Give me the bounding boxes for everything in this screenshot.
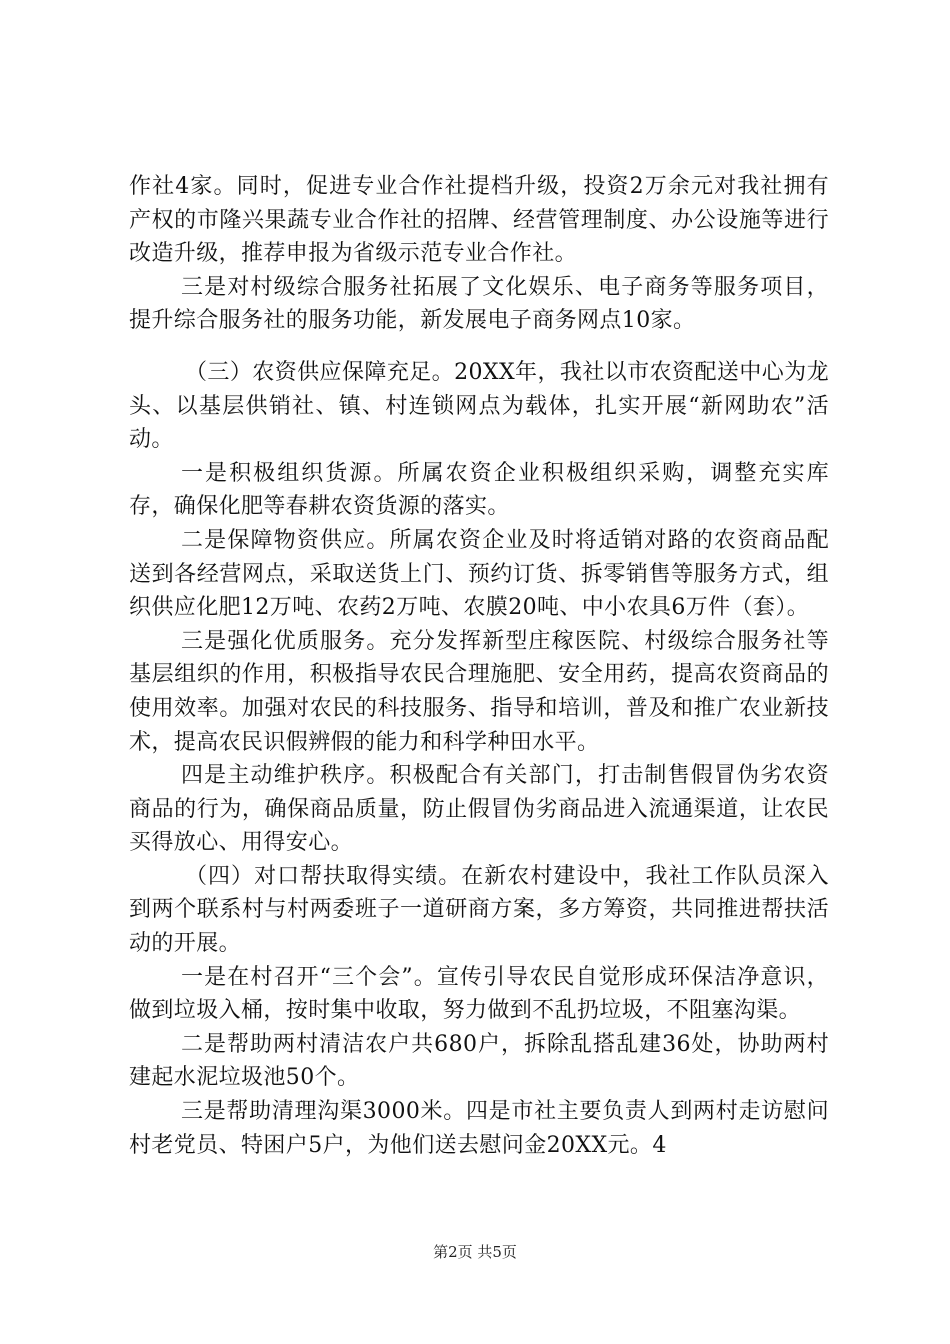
paragraph-supply: 二是保障物资供应。所属农资企业及时将适销对路的农资商品配送到各经营网点，采取送货上门、预约订货、拆零销售等服务方式，组织供应化肥12万吨、农药2万吨、农膜20吨、中小农具6万件（套）。 [129,527,829,621]
paragraph-cleaning: 二是帮助两村清洁农户共680户，拆除乱搭乱建36处，协助两村建起水泥垃圾池50个。 [129,1031,829,1091]
paragraph-meetings: 一是在村召开“三个会”。宣传引导农民自觉形成环保洁净意识，做到垃圾入桶，按时集中收取，努力做到不乱扔垃圾，不阻塞沟渠。 [129,964,829,1024]
paragraph-sourcing: 一是积极组织货源。所属农资企业积极组织采购，调整充实库存，确保化肥等春耕农资货源的落实。 [129,460,829,520]
page-footer: 第2页 共5页 [433,1243,517,1261]
paragraph-ditches: 三是帮助清理沟渠3000米。四是市社主要负责人到两村走访慰问村老党员、特困户5户，为他们送去慰问金20XX元。4 [129,1099,829,1158]
paragraph-service-station: 三是对村级综合服务社拓展了文化娱乐、电子商务等服务项目，提升综合服务社的服务功能，新发展电子商务网点10家。 [129,274,829,334]
document-body [129,170,829,1162]
paragraph-continuation: 作社4家。同时，促进专业合作社提档升级，投资2万余元对我社拥有产权的市隆兴果蔬专业合作社的招牌、经营管理制度、办公设施等进行改造升级，推荐申报为省级示范专业合作社。 [129,174,829,267]
paragraph-order: 四是主动维护秩序。积极配合有关部门，打击制售假冒伪劣农资商品的行为，确保商品质量，防止假冒伪劣商品进入流通渠道，让农民买得放心、用得安心。 [129,763,829,856]
section-heading-assistance: （四）对口帮扶取得实绩。在新农村建设中，我社工作队员深入到两个联系村与村两委班子一道研商方案，多方筹资，共同推进帮扶活动的开展。 [129,863,829,957]
paragraph-service: 三是强化优质服务。充分发挥新型庄稼医院、村级综合服务社等基层组织的作用，积极指导农民合理施肥、安全用药，提高农资商品的使用效率。加强对农民的科技服务、指导和培训，普及和推广农业新技术，提高农民识假辨假的能力和科学种田水平。 [129,628,829,755]
section-heading-supply: （三）农资供应保障充足。20XX年，我社以市农资配送中心为龙头、以基层供销社、镇、村连锁网点为载体，扎实开展“新网助农”活动。 [129,359,829,453]
